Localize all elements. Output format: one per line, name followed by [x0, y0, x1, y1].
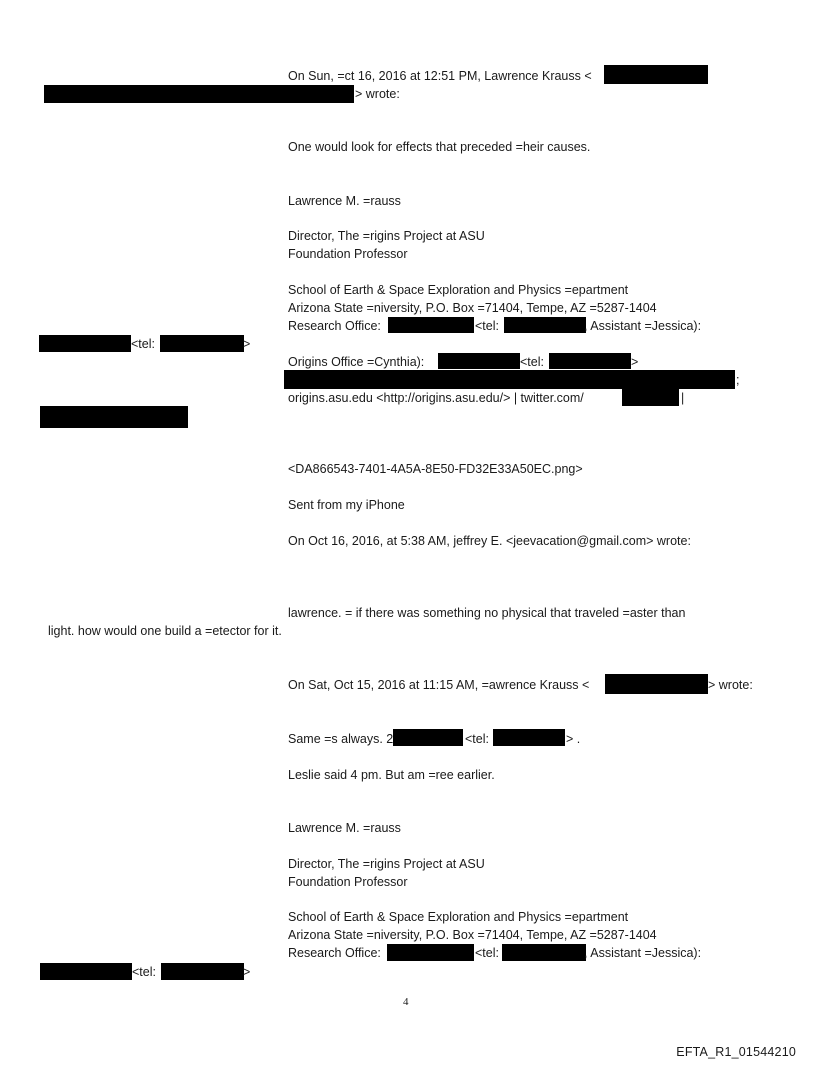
signature-assistant: , Assistant =Jessica): — [584, 319, 702, 333]
signature-semicolon: ; — [736, 373, 740, 387]
redaction-box — [438, 353, 520, 369]
signature-tel-open: <tel: — [131, 337, 155, 351]
email-message-2-line-2: light. how would one build a =etector for it. — [48, 624, 282, 638]
redaction-box — [605, 674, 708, 694]
signature-pipe: | — [681, 391, 685, 405]
email-message-3-line-1: Same =s always. 2 — [288, 732, 394, 746]
signature-school: School of Earth & Space Exploration and Physics =epartment — [288, 910, 629, 924]
email-message-3-line-2: Leslie said 4 pm. But am =ree earlier. — [288, 768, 495, 782]
redaction-box — [622, 389, 679, 406]
redaction-box — [160, 335, 244, 352]
redaction-box — [284, 370, 735, 389]
signature-title: Director, The =rigins Project at ASU — [288, 229, 485, 243]
signature-tel-close: > — [243, 965, 251, 979]
redaction-box — [549, 353, 631, 369]
email-message-1: One would look for effects that preceded =heir causes. — [288, 140, 591, 154]
signature-title-2: Foundation Professor — [288, 875, 408, 889]
signature-title-2: Foundation Professor — [288, 247, 408, 261]
signature-school: School of Earth & Space Exploration and Physics =epartment — [288, 283, 629, 297]
signature-tel-open: <tel: — [475, 946, 499, 960]
signature-origins-label: Origins Office =Cynthia): — [288, 355, 425, 369]
redaction-box — [393, 729, 463, 746]
redaction-box — [39, 335, 131, 352]
email-header-1-wrote: > wrote: — [355, 87, 400, 101]
redaction-box — [493, 729, 565, 746]
signature-links: origins.asu.edu <http://origins.asu.edu/> | twitter.com/ — [288, 391, 584, 405]
redaction-box — [161, 963, 244, 980]
signature-address: Arizona State =niversity, P.O. Box =71404, Tempe, AZ =5287-1404 — [288, 301, 657, 315]
email-header-3-wrote: > wrote: — [708, 678, 753, 692]
redaction-box — [387, 944, 474, 961]
redaction-box — [388, 317, 474, 333]
attachment-filename: <DA866543-7401-4A5A-8E50-FD32E33A50EC.png> — [288, 462, 583, 476]
document-id: EFTA_R1_01544210 — [676, 1045, 796, 1059]
signature-assistant: , Assistant =Jessica): — [584, 946, 702, 960]
email-header-2: On Oct 16, 2016, at 5:38 AM, jeffrey E. <jeevacation@gmail.com> wrote: — [288, 534, 691, 548]
email-header-1: On Sun, =ct 16, 2016 at 12:51 PM, Lawrence Krauss < — [288, 69, 592, 83]
sent-from-line: Sent from my iPhone — [288, 498, 405, 512]
signature-tel-close: > — [631, 355, 639, 369]
redaction-box — [40, 406, 188, 428]
page-number: 4 — [403, 996, 409, 1008]
signature-research-label: Research Office: — [288, 319, 381, 333]
redaction-box — [502, 944, 586, 961]
signature-research-label: Research Office: — [288, 946, 381, 960]
redaction-box — [504, 317, 586, 333]
email-message-3-tel: <tel: — [465, 732, 489, 746]
email-message-2-line-1: lawrence. = if there was something no physical that traveled =aster than — [288, 606, 686, 620]
email-message-3-end: > . — [566, 732, 581, 746]
signature-address: Arizona State =niversity, P.O. Box =71404, Tempe, AZ =5287-1404 — [288, 928, 657, 942]
signature-name: Lawrence M. =rauss — [288, 821, 401, 835]
signature-tel-open: <tel: — [475, 319, 499, 333]
signature-tel-open: <tel: — [132, 965, 156, 979]
redaction-box — [40, 963, 132, 980]
email-header-3: On Sat, Oct 15, 2016 at 11:15 AM, =awrence Krauss < — [288, 678, 590, 692]
signature-title: Director, The =rigins Project at ASU — [288, 857, 485, 871]
redaction-box — [44, 85, 354, 103]
signature-tel-open: <tel: — [520, 355, 544, 369]
signature-name: Lawrence M. =rauss — [288, 194, 401, 208]
signature-tel-close: > — [243, 337, 251, 351]
redaction-box — [604, 65, 708, 84]
